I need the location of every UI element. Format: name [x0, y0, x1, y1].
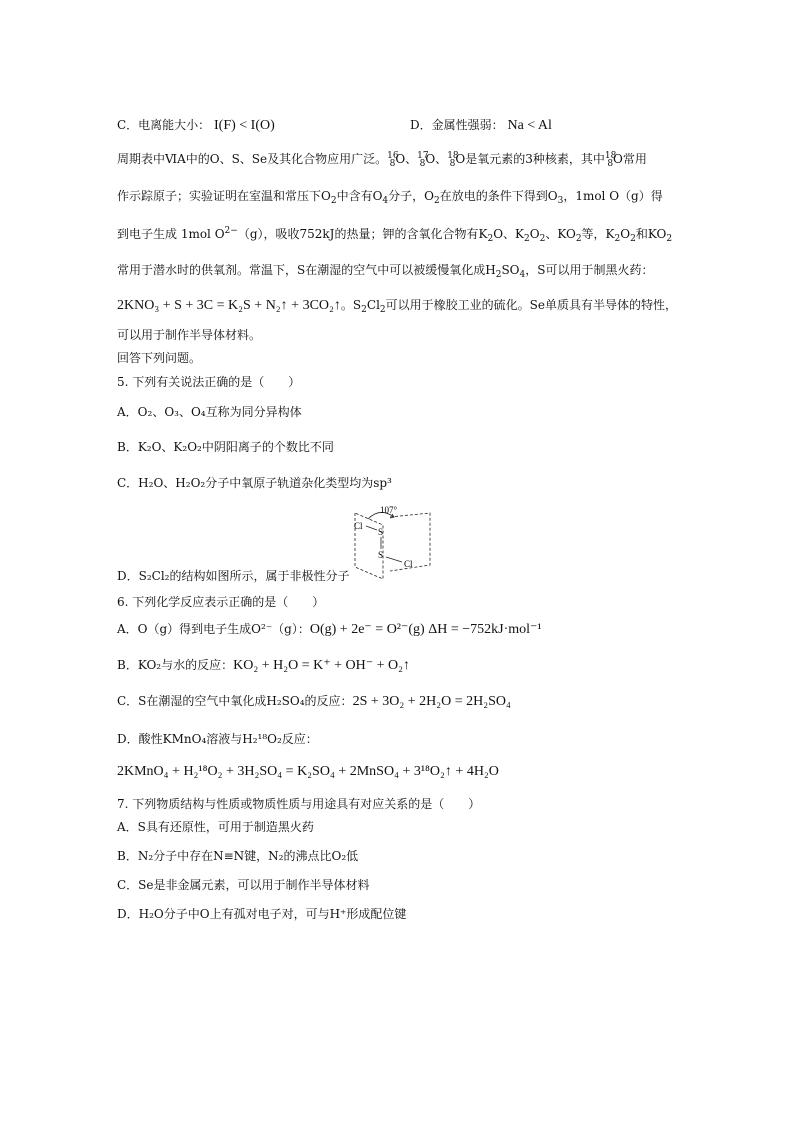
s2cl2-structure-figure [350, 505, 435, 580]
black-powder-equation: 2KNO₃ + S + 3C = K₂S + N₂↑ + 3CO₂↑ [117, 298, 341, 313]
passage-line-7: 回答下列问题。 [117, 351, 202, 365]
q5-option-d: D．S₂Cl₂的结构如图所示，属于非极性分子 [117, 569, 350, 583]
option-c-ionization: C．电离能大小： I(F) < I(O) [117, 118, 275, 133]
passage-line-4: 常用于潜水时的供氧剂。常温下，S在潮湿的空气中可以被缓慢氧化成$H_2SO_4$，S可以用于制黑火药： [117, 263, 654, 280]
q6-c-equation: 2S + 3O₂ + 2H₂O = 2H₂SO₄ [352, 694, 511, 709]
option-d-metallicity: D．金属性强弱： Na < Al [410, 118, 552, 133]
q5-option-b: B．K₂O、K₂O₂中阴阳离子的个数比不同 [117, 440, 334, 454]
q6-option-b: B．KO₂与水的反应：KO₂ + H₂O = K⁺ + OH⁻ + O₂↑ [117, 658, 411, 673]
passage-line-2: 作示踪原子；实验证明在室温和常压下$O_2$中含有$O_4$分子，$O_2$在放电的条件下得到$O_3$，1mol O（g）得 [117, 189, 663, 206]
q7-stem: 7. 下列物质结构与性质或物质性质与用途具有对应关系的是（ ） [117, 797, 481, 811]
chlorine-atom-top: Cl [354, 521, 363, 531]
bond-angle-label: 107° [380, 505, 398, 515]
q6-option-c: C．S在潮湿的空气中氧化成H₂SO₄的反应：2S + 3O₂ + 2H₂O = 2H₂SO₄ [117, 694, 511, 709]
q6-b-equation: KO₂ + H₂O = K⁺ + OH⁻ + O₂↑ [233, 658, 411, 673]
q6-d-equation: 2KMnO₄ + H₂¹⁸O₂ + 3H₂SO₄ = K₂SO₄ + 2MnSO₄ + 3¹⁸O₂↑ + 4H₂O [117, 764, 499, 779]
q5-option-c: C．H₂O、H₂O₂分子中氧原子轨道杂化类型均为sp³ [117, 476, 392, 490]
passage-line-6: 可以用于制作半导体材料。 [117, 328, 262, 342]
q7-option-c: C．Se是非金属元素，可以用于制作半导体材料 [117, 878, 370, 892]
q5-option-a: A．O₂、O₃、O₄互称为同分异构体 [117, 405, 302, 419]
q7-option-b: B．N₂分子中存在N≡N键，N₂的沸点比O₂低 [117, 849, 359, 863]
passage-line-1: 周期表中ⅥA中的O、S、Se及其化合物应用广泛。$^{16}_8$O、$^{17}_8$O、$^{18}_8$O是氧元素的3种核素，其中$^{18}_8$O常用 [117, 151, 647, 169]
passage-line-5: 2KNO₃ + S + 3C = K₂S + N₂↑ + 3CO₂↑。$S_2Cl_2$可以用于橡胶工业的硫化。Se单质具有半导体的特性， [117, 298, 677, 315]
q6-a-equation: O(g) + 2e⁻ = O²⁻(g) ΔH = −752kJ·mol⁻¹ [309, 622, 542, 637]
metallicity-formula: Na < Al [507, 118, 552, 133]
sulfur-atom-bottom: S [378, 550, 384, 560]
q7-option-a: A．S具有还原性，可用于制造黑火药 [117, 820, 314, 834]
q7-option-d: D．H₂O分子中O上有孤对电子对，可与H⁺形成配位键 [117, 907, 407, 921]
q6-stem: 6. 下列化学反应表示正确的是（ ） [117, 595, 325, 609]
sulfur-atom-top: S [378, 527, 384, 537]
chlorine-atom-bottom: Cl [404, 559, 413, 569]
passage-line-3: 到电子生成 1mol $O^{2-}(g)$，吸收752kJ的热量；钾的含氧化合物有$K_2O$、$K_2O_2$、$KO_2$等，$K_2O_2$和$KO_2$ [117, 226, 673, 244]
q5-stem: 5. 下列有关说法正确的是（ ） [117, 375, 301, 389]
q6-option-d: D．酸性KMnO₄溶液与H₂¹⁸O₂反应： [117, 732, 318, 746]
q6-option-a: A．O（g）得到电子生成O²⁻（g）：O(g) + 2e⁻ = O²⁻(g) ΔH = −752kJ·mol⁻¹ [117, 622, 542, 637]
ionization-formula: I(F) < I(O) [214, 118, 275, 133]
